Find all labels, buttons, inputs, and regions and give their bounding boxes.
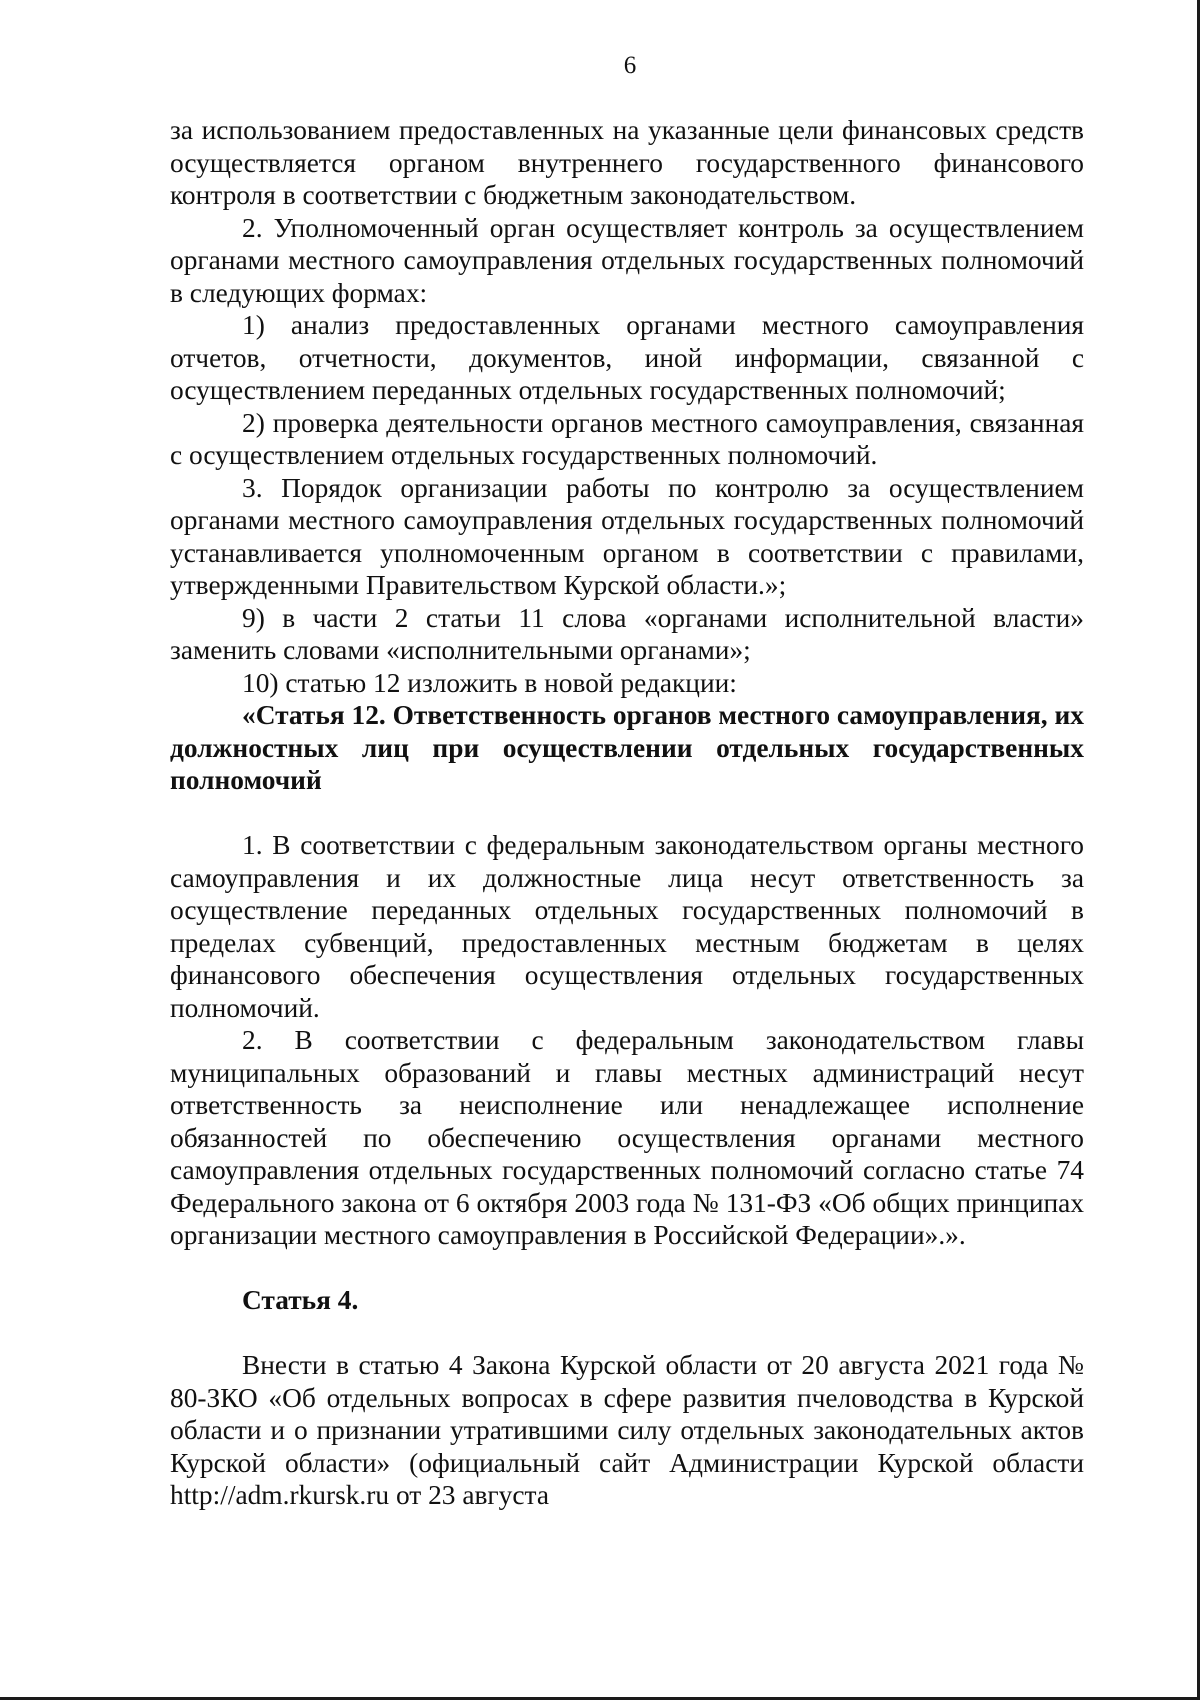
spacer <box>170 797 1084 830</box>
article-4-body: Внести в статью 4 Закона Курской области от 20 августа 2021 года № 80-ЗКО «Об отдельных вопросах в сфере развития пчеловодства в Курской области и о признании утратившими силу отдельных законодательных актов Курской области» (официальный сайт Администрации Курской области http://adm.rkursk.ru от 23 августа <box>170 1350 1084 1510</box>
paragraph-amendment-9: 9) в части 2 статьи 11 слова «органами исполнительной власти» заменить словами «исполнительными органами»; <box>170 602 1084 665</box>
article-4-heading: Статья 4. <box>242 1285 359 1315</box>
spacer <box>170 1252 1084 1285</box>
document-body <box>170 114 1084 1512</box>
paragraph-item-2: 2) проверка деятельности органов местного самоуправления, связанная с осуществлением отдельных государственных полномочий. <box>170 407 1084 470</box>
paragraph-control-procedure: 3. Порядок организации работы по контролю за осуществлением органами местного самоуправления отдельных государственных полномочий устанавливается уполномоченным органом в соответствии с правилами, утвержденными Правительством Курской области.»; <box>170 472 1084 600</box>
article-12-part-1: 1. В соответствии с федеральным законодательством органы местного самоуправления и их должностные лица несут ответственность за осуществление переданных отдельных государственных полномочий в пределах субвенций, предоставленных местным бюджетам в целях финансового обеспечения осуществления отдельных государственных полномочий. <box>170 830 1084 1023</box>
paragraph-amendment-10: 10) статью 12 изложить в новой редакции: <box>242 667 737 698</box>
article-12-part-2: 2. В соответствии с федеральным законодательством главы муниципальных образований и главы местных администраций несут ответственность за неисполнение или ненадлежащее исполнение обязанностей по обеспечению осуществления органами местного самоуправления отдельных государственных полномочий согласно статье 74 Федерального закона от 6 октября 2003 года № 131-ФЗ «Об общих принципах организации местного самоуправления в Российской Федерации».». <box>170 1025 1084 1250</box>
page-number: 6 <box>623 52 637 79</box>
spacer <box>170 1317 1084 1350</box>
paragraph-continuation: за использованием предоставленных на указанные цели финансовых средств осуществляется органом внутреннего государственного финансового контроля в соответствии с бюджетным законодательством. <box>170 115 1084 210</box>
article-12-heading: «Статья 12. Ответственность органов местного самоуправления, их должностных лиц при осуществлении отдельных государственных полномочий <box>170 700 1084 795</box>
paragraph-control-forms: 2. Уполномоченный орган осуществляет контроль за осуществлением органами местного самоуправления отдельных государственных полномочий в следующих формах: <box>170 212 1084 308</box>
paragraph-item-1: 1) анализ предоставленных органами местного самоуправления отчетов, отчетности, документов, иной информации, связанной с осуществлением переданных отдельных государственных полномочий; <box>170 310 1084 405</box>
